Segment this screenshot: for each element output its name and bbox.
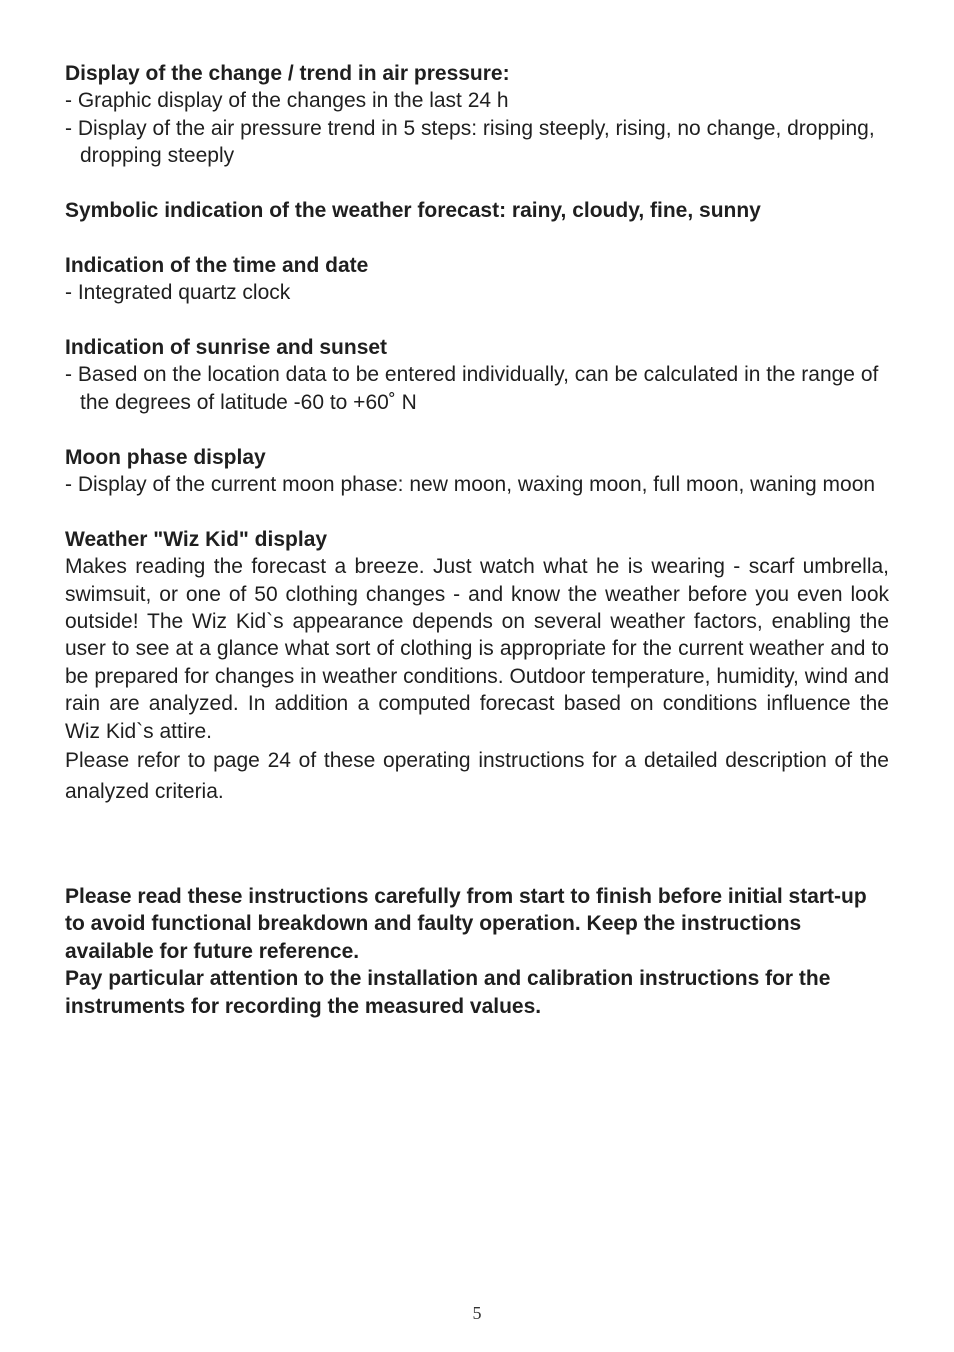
- page-number: 5: [472, 1303, 482, 1323]
- section-heading: Display of the change / trend in air pressure:: [65, 62, 510, 85]
- section-heading: Indication of the time and date: [65, 253, 369, 277]
- section-heading: Weather "Wiz Kid" display: [65, 527, 328, 551]
- list-item: - Display of the air pressure trend in 5 steps: rising steeply, rising, no change, dropping, dropping steeply: [65, 116, 875, 168]
- list-item: - Integrated quartz clock: [65, 281, 291, 305]
- instructions-notice: [65, 883, 889, 1020]
- list-item: - Based on the location data to be entered individually, can be calculated in the range of the degrees of latitude -60 to +60˚ N: [65, 363, 879, 414]
- section-forecast: [65, 197, 889, 224]
- section-moon-phase: [65, 444, 889, 499]
- section-heading: Indication of sunrise and sunset: [65, 336, 388, 360]
- section-heading: Symbolic indication of the weather forecast: rainy, cloudy, fine, sunny: [65, 199, 761, 223]
- list-item: - Graphic display of the changes in the last 24 h: [65, 89, 509, 113]
- section-heading: Moon phase display: [65, 445, 266, 469]
- paragraph: Makes reading the forecast a breeze. Just watch what he is wearing - scarf umbrella, swimsuit, or one of 50 clothing changes - and know the weather before you even look outside! The Wiz Kid`s appearance depends on several weather factors, enabling the user to see at a glance what sort of clothing is appropriate for the current weather and to be prepared for changes in weather conditions. Outdoor temperature, humidity, wind and rain are analyzed. In addition a computed forecast based on conditions influence the Wiz Kid`s attire.: [65, 555, 889, 743]
- document-body: [65, 60, 889, 834]
- notice-paragraph: Please read these instructions carefully from start to finish before initial start-up to avoid functional breakdown and faulty operation. Keep the instructions available for future reference.: [65, 885, 867, 963]
- paragraph: Please refor to page 24 of these operating instructions for a detailed description of the analyzed criteria.: [65, 749, 889, 804]
- section-air-pressure: [65, 60, 889, 170]
- section-time-date: [65, 252, 889, 307]
- notice-paragraph: Pay particular attention to the installation and calibration instructions for the instruments for recording the measured values.: [65, 967, 831, 1018]
- list-item: - Display of the current moon phase: new moon, waxing moon, full moon, waning moon: [65, 473, 876, 497]
- section-sunrise-sunset: [65, 334, 889, 416]
- section-wiz-kid: [65, 526, 889, 807]
